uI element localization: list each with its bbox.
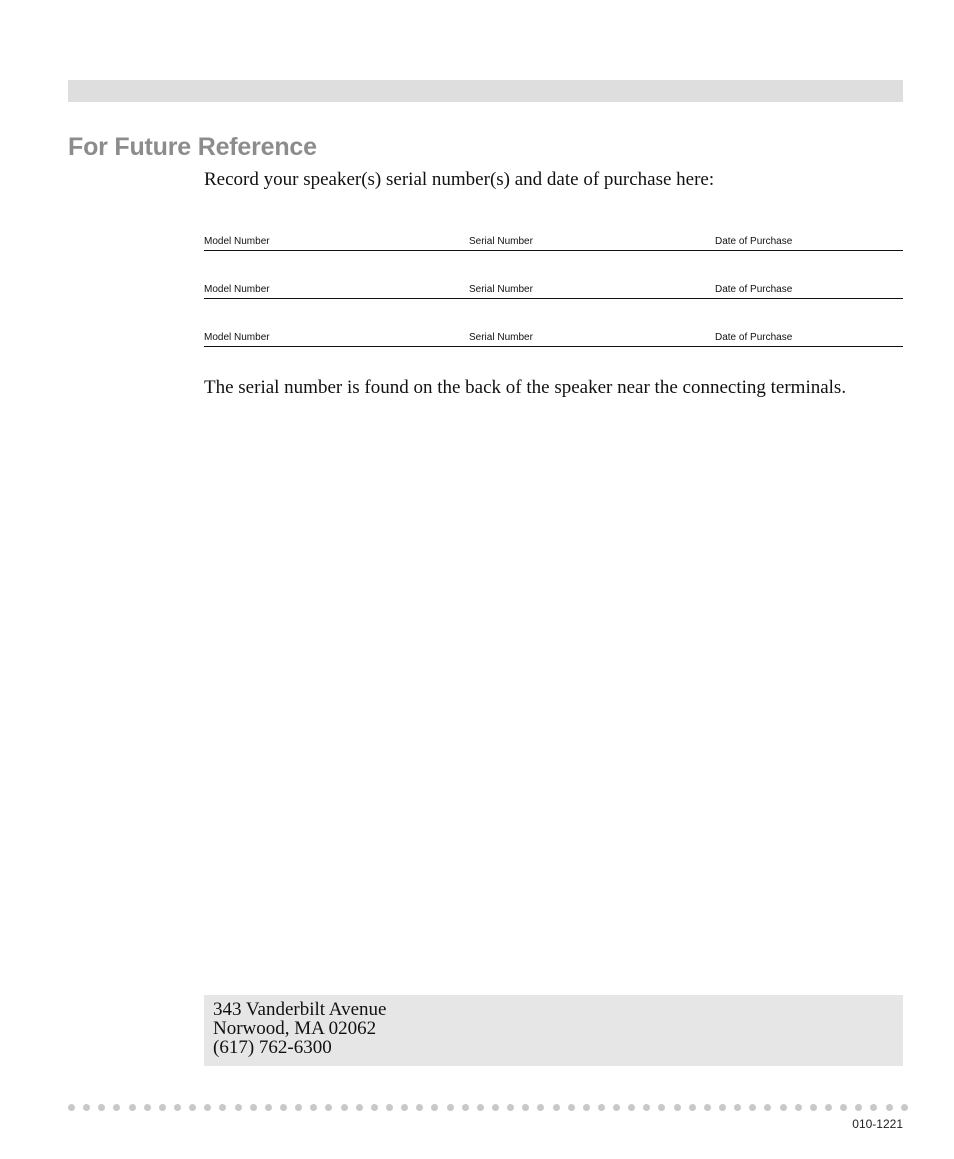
- intro-text: Record your speaker(s) serial number(s) and date of purchase here:: [204, 169, 715, 190]
- divider-dot: [749, 1104, 756, 1111]
- divider-dot: [810, 1104, 817, 1111]
- divider-dot: [68, 1104, 75, 1111]
- divider-dot: [764, 1104, 771, 1111]
- divider-dot: [159, 1104, 166, 1111]
- divider-dot: [658, 1104, 665, 1111]
- address-street: 343 Vanderbilt Avenue: [213, 999, 387, 1020]
- record-row: [204, 324, 903, 347]
- divider-dot: [386, 1104, 393, 1111]
- divider-dot: [219, 1104, 226, 1111]
- record-row: [204, 276, 903, 299]
- divider-dot: [174, 1104, 181, 1111]
- divider-dot: [371, 1104, 378, 1111]
- divider-dot: [825, 1104, 832, 1111]
- serial-number-label: Serial Number: [469, 332, 533, 343]
- divider-dot: [250, 1104, 257, 1111]
- divider-dot: [568, 1104, 575, 1111]
- divider-dot: [628, 1104, 635, 1111]
- date-of-purchase-label: Date of Purchase: [715, 332, 793, 343]
- divider-dot: [356, 1104, 363, 1111]
- divider-dot: [189, 1104, 196, 1111]
- page-title: For Future Reference: [68, 133, 317, 161]
- divider-dot: [734, 1104, 741, 1111]
- divider-dot: [341, 1104, 348, 1111]
- divider-dot: [462, 1104, 469, 1111]
- document-code: 010-1221: [852, 1117, 903, 1131]
- address-city: Norwood, MA 02062: [213, 1018, 377, 1039]
- divider-dot: [477, 1104, 484, 1111]
- divider-dot: [583, 1104, 590, 1111]
- divider-dot: [204, 1104, 211, 1111]
- divider-dot: [689, 1104, 696, 1111]
- divider-dot: [235, 1104, 242, 1111]
- address-box: [204, 995, 903, 1066]
- date-of-purchase-label: Date of Purchase: [715, 284, 793, 295]
- divider-dot: [113, 1104, 120, 1111]
- divider-dot: [704, 1104, 711, 1111]
- divider-dot: [310, 1104, 317, 1111]
- divider-dot: [795, 1104, 802, 1111]
- divider-dot: [507, 1104, 514, 1111]
- address-phone: (617) 762-6300: [213, 1037, 332, 1058]
- divider-dot: [325, 1104, 332, 1111]
- divider-dot: [870, 1104, 877, 1111]
- divider-dot: [901, 1104, 908, 1111]
- divider-dot: [613, 1104, 620, 1111]
- divider-dot: [265, 1104, 272, 1111]
- divider-dot: [719, 1104, 726, 1111]
- divider-dot: [416, 1104, 423, 1111]
- divider-dot: [674, 1104, 681, 1111]
- divider-dot: [431, 1104, 438, 1111]
- serial-location-note: The serial number is found on the back of the speaker near the connecting terminals.: [204, 377, 847, 398]
- divider-dot: [401, 1104, 408, 1111]
- divider-dot: [643, 1104, 650, 1111]
- divider-dot: [492, 1104, 499, 1111]
- model-number-label: Model Number: [204, 236, 270, 247]
- divider-dot: [537, 1104, 544, 1111]
- dotted-divider: [68, 1104, 908, 1111]
- divider-dot: [840, 1104, 847, 1111]
- record-form: [204, 228, 903, 372]
- divider-dot: [98, 1104, 105, 1111]
- divider-dot: [295, 1104, 302, 1111]
- date-of-purchase-label: Date of Purchase: [715, 236, 793, 247]
- divider-dot: [280, 1104, 287, 1111]
- divider-dot: [886, 1104, 893, 1111]
- divider-dot: [522, 1104, 529, 1111]
- model-number-label: Model Number: [204, 284, 270, 295]
- model-number-label: Model Number: [204, 332, 270, 343]
- divider-dot: [553, 1104, 560, 1111]
- divider-dot: [780, 1104, 787, 1111]
- serial-number-label: Serial Number: [469, 236, 533, 247]
- divider-dot: [129, 1104, 136, 1111]
- divider-dot: [855, 1104, 862, 1111]
- divider-dot: [598, 1104, 605, 1111]
- divider-dot: [83, 1104, 90, 1111]
- record-row: [204, 228, 903, 251]
- serial-number-label: Serial Number: [469, 284, 533, 295]
- divider-dot: [144, 1104, 151, 1111]
- divider-dot: [447, 1104, 454, 1111]
- header-bar: [68, 80, 903, 102]
